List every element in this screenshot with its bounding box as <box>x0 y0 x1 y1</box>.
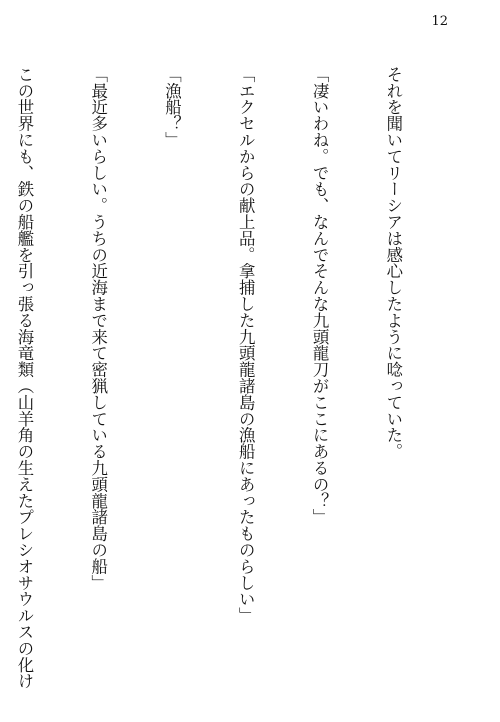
text-line: 「漁船？」 <box>162 66 182 148</box>
text-line: この世界にも、鉄の船艦を引っ張る海竜類（山羊角の生えたプレシオサウルスの化け <box>14 66 34 690</box>
vertical-text-body <box>14 66 454 690</box>
text-line: 「凄いわね。でも、なんでそんな九頭龍刀がここにあるの？」 <box>310 66 330 526</box>
text-line: 「エクセルからの献上品。拿捕した九頭龍諸島の漁船にあったものらしい」 <box>236 66 256 624</box>
text-line: 「最近多いらしい。うちの近海まで来て密猟している九頭龍諸島の船」 <box>88 66 108 591</box>
text-line: それを聞いてリーシアは感心したように唸っていた。 <box>383 66 403 460</box>
page-number: 12 <box>431 14 448 29</box>
